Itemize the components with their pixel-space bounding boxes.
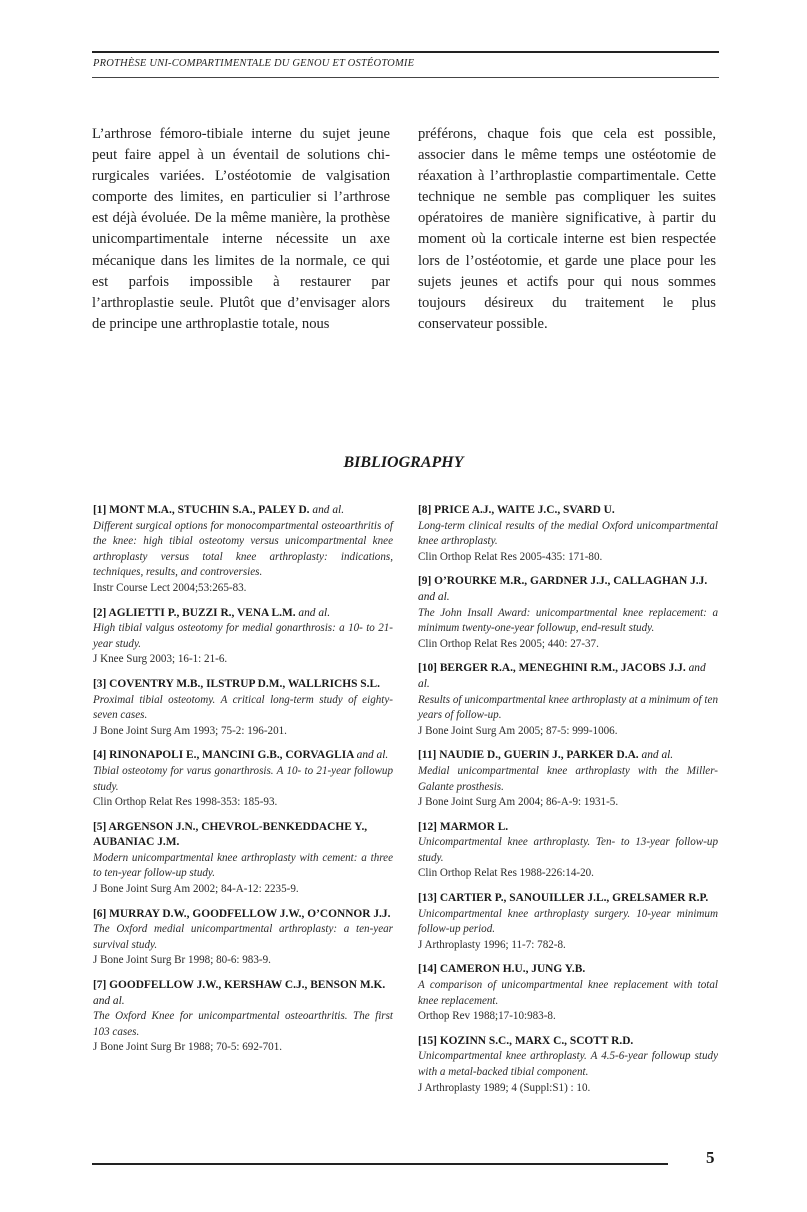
reference-source: J Bone Joint Surg Br 1988; 70-5: 692-701.: [93, 1041, 283, 1054]
reference-author-names: [4] RINONAPOLI E., MANCINI G.B., CORVAGLIA: [93, 749, 354, 762]
reference-item: [93, 606, 393, 668]
reference-author-names: [6] MURRAY D.W., GOODFELLOW J.W., O’CONNOR J.J.: [93, 907, 391, 920]
reference-title: Tibial osteotomy for varus gonarthrosis. A 10- to 21-year followup study.: [93, 764, 393, 793]
reference-authors: [418, 574, 718, 605]
reference-authors: [93, 606, 393, 622]
reference-authors: [93, 978, 393, 1009]
reference-item: [418, 503, 718, 565]
reference-author-names: [13] CARTIER P., SANOUILLER J.L., GRELSAMER R.P.: [418, 892, 709, 905]
reference-et-al: and al.: [418, 662, 706, 690]
reference-title: Proximal tibial osteotomy. A critical long-term study of eighty-seven cases.: [93, 693, 393, 722]
running-header: PROTHÈSE UNI-COMPARTIMENTALE DU GENOU ET OSTÉOTOMIE: [93, 58, 415, 69]
body-paragraph-right: préférons, chaque fois que cela est possible, associer dans le même temps une ostéotomie de réaxation à l’arthroplastie compartimentale. Cette technique ne semble pas compliquer les suites opératoires de manière significative, à partir du moment où la corticale interne est bien respectée lors de l’ostéotomie, et garde une place pour les sujets jeunes et actifs pour qui nous sommes toujours désireux du traitement le plus conservateur possible.: [418, 126, 716, 332]
reference-source: J Arthroplasty 1996; 11-7: 782-8.: [418, 938, 566, 951]
reference-source: Instr Course Lect 2004;53:265-83.: [93, 581, 247, 594]
reference-source: J Bone Joint Surg Am 1993; 75-2: 196-201.: [93, 724, 287, 737]
header-rule-top: [92, 51, 719, 53]
bibliography-heading: BIBLIOGRAPHY: [343, 454, 464, 471]
reference-title: The Oxford medial unicompartmental arthroplasty: a ten-year survival study.: [93, 923, 393, 951]
reference-item: [418, 661, 718, 739]
reference-author-names: [5] ARGENSON J.N., CHEVROL-BENKEDDACHE Y., AUBANIAC J.M.: [93, 820, 368, 849]
reference-et-al: and al.: [418, 590, 450, 603]
reference-title: Modern unicompartmental knee arthroplasty with cement: a three to ten-year follow-up study.: [93, 851, 393, 880]
reference-item: [93, 748, 393, 810]
reference-author-names: [15] KOZINN S.C., MARX C., SCOTT R.D.: [418, 1034, 634, 1047]
reference-source: Orthop Rev 1988;17-10:983-8.: [418, 1010, 556, 1023]
reference-author-names: [12] MARMOR L.: [418, 820, 509, 833]
reference-title: The Oxford Knee for unicompartmental osteoarthritis. The first 103 cases.: [93, 1010, 393, 1038]
reference-et-al: and al.: [356, 749, 389, 762]
reference-title: The John Insall Award: unicompartmental knee replacement: a minimum twenty-one-year followup, end-result study.: [418, 606, 718, 635]
reference-author-names: [11] NAUDIE D., GUERIN J., PARKER D.A.: [418, 749, 639, 762]
reference-author-names: [2] AGLIETTI P., BUZZI R., VENA L.M.: [93, 606, 296, 619]
reference-item: [418, 574, 718, 652]
reference-title: Unicompartmental knee arthroplasty surgery. 10-year minimum follow-up period.: [418, 907, 718, 936]
reference-authors: [418, 661, 718, 692]
reference-item: [93, 820, 393, 898]
reference-title: High tibial valgus osteotomy for medial gonarthrosis: a 10- to 21-year study.: [93, 622, 393, 650]
reference-title: Unicompartmental knee arthroplasty. A 4.5-6-year followup study with a metal-backed tibial component.: [418, 1050, 718, 1078]
reference-title: A comparison of unicompartmental knee replacement with total knee replacement.: [418, 979, 718, 1007]
reference-authors: [93, 677, 393, 693]
reference-source: Clin Orthop Relat Res 1998-353: 185-93.: [93, 796, 278, 809]
body-paragraph-left: L’arthrose fémoro-tibiale interne du sujet jeune peut faire appel à un éventail de solutions chirurgicales variées. L’ostéotomie de valgisation comporte des limites, en particulier si l’arthrose est déjà évoluée. De la même manière, la prothèse unicompartimentale interne nécessite un axe mécanique dans les limites de la normale, ce qui est parfois impossible à restaurer par l’arthroplastie seule. Plutôt que d’envisager alors de principe une arthroplastie totale, nous: [92, 126, 390, 332]
reference-source: Clin Orthop Relat Res 1988-226:14-20.: [418, 867, 594, 880]
footer-rule: [92, 1163, 668, 1165]
reference-item: [418, 1034, 718, 1096]
bibliography-column-right: [418, 503, 718, 1105]
reference-title: Unicompartmental knee arthroplasty. Ten- to 13-year follow-up study.: [418, 836, 718, 864]
reference-authors: [418, 503, 718, 519]
reference-item: [93, 503, 393, 597]
reference-authors: [418, 891, 718, 907]
reference-item: [418, 891, 718, 953]
header-rule-bottom: [92, 77, 719, 78]
reference-source: J Bone Joint Surg Am 2002; 84-A-12: 2235-9.: [93, 883, 299, 896]
reference-source: Clin Orthop Relat Res 2005-435: 171-80.: [418, 550, 603, 563]
reference-item: [93, 907, 393, 969]
reference-authors: [418, 820, 718, 836]
reference-author-names: [1] MONT M.A., STUCHIN S.A., PALEY D.: [93, 504, 310, 516]
reference-author-names: [9] O’ROURKE M.R., GARDNER J.J., CALLAGHAN J.J.: [418, 575, 708, 588]
reference-item: [93, 978, 393, 1056]
reference-authors: [93, 820, 393, 851]
reference-title: Different surgical options for monocompartmental osteoarthritis of the knee: high tibial osteotomy versus unicompartmental knee arthroplasty versus total knee arthroplasty: indications, techniques, results, and controversies.: [93, 519, 393, 579]
reference-item: [93, 677, 393, 739]
reference-source: J Bone Joint Surg Am 2005; 87-5: 999-1006.: [418, 724, 618, 737]
reference-author-names: [3] COVENTRY M.B., ILSTRUP D.M., WALLRICHS S.L.: [93, 677, 380, 690]
reference-author-names: [7] GOODFELLOW J.W., KERSHAW C.J., BENSON M.K.: [93, 979, 386, 992]
reference-source: J Bone Joint Surg Br 1998; 80-6: 983-9.: [93, 954, 271, 967]
reference-source: Clin Orthop Relat Res 2005; 440: 27-37.: [418, 637, 599, 650]
reference-title: Medial unicompartmental knee arthroplasty with the Miller-Galante prosthesis.: [418, 764, 718, 793]
reference-source: J Knee Surg 2003; 16-1: 21-6.: [93, 653, 228, 666]
reference-et-al: and al.: [312, 504, 345, 516]
reference-item: [418, 820, 718, 882]
reference-item: [418, 748, 718, 810]
bibliography-column-left: [93, 503, 393, 1065]
reference-authors: [93, 503, 393, 519]
reference-title: Long-term clinical results of the medial Oxford unicompartmental knee arthroplasty.: [418, 519, 718, 548]
reference-source: J Bone Joint Surg Am 2004; 86-A-9: 1931-5.: [418, 796, 619, 809]
reference-author-names: [8] PRICE A.J., WAITE J.C., SVARD U.: [418, 504, 615, 516]
reference-et-al: and al.: [641, 749, 674, 762]
reference-title: Results of unicompartmental knee arthroplasty at a minimum of ten years of follow-up.: [418, 693, 718, 722]
reference-authors: [418, 1034, 718, 1050]
page-number: 5: [706, 1148, 715, 1167]
reference-source: J Arthroplasty 1989; 4 (Suppl:S1) : 10.: [418, 1081, 591, 1094]
reference-authors: [93, 907, 393, 923]
reference-authors: [418, 748, 718, 764]
reference-author-names: [14] CAMERON H.U., JUNG Y.B.: [418, 963, 586, 976]
reference-et-al: and al.: [93, 994, 125, 1007]
reference-item: [418, 962, 718, 1024]
reference-author-names: [10] BERGER R.A., MENEGHINI R.M., JACOBS J.J.: [418, 662, 686, 675]
reference-authors: [418, 962, 718, 978]
reference-et-al: and al.: [298, 606, 331, 619]
reference-authors: [93, 748, 393, 764]
